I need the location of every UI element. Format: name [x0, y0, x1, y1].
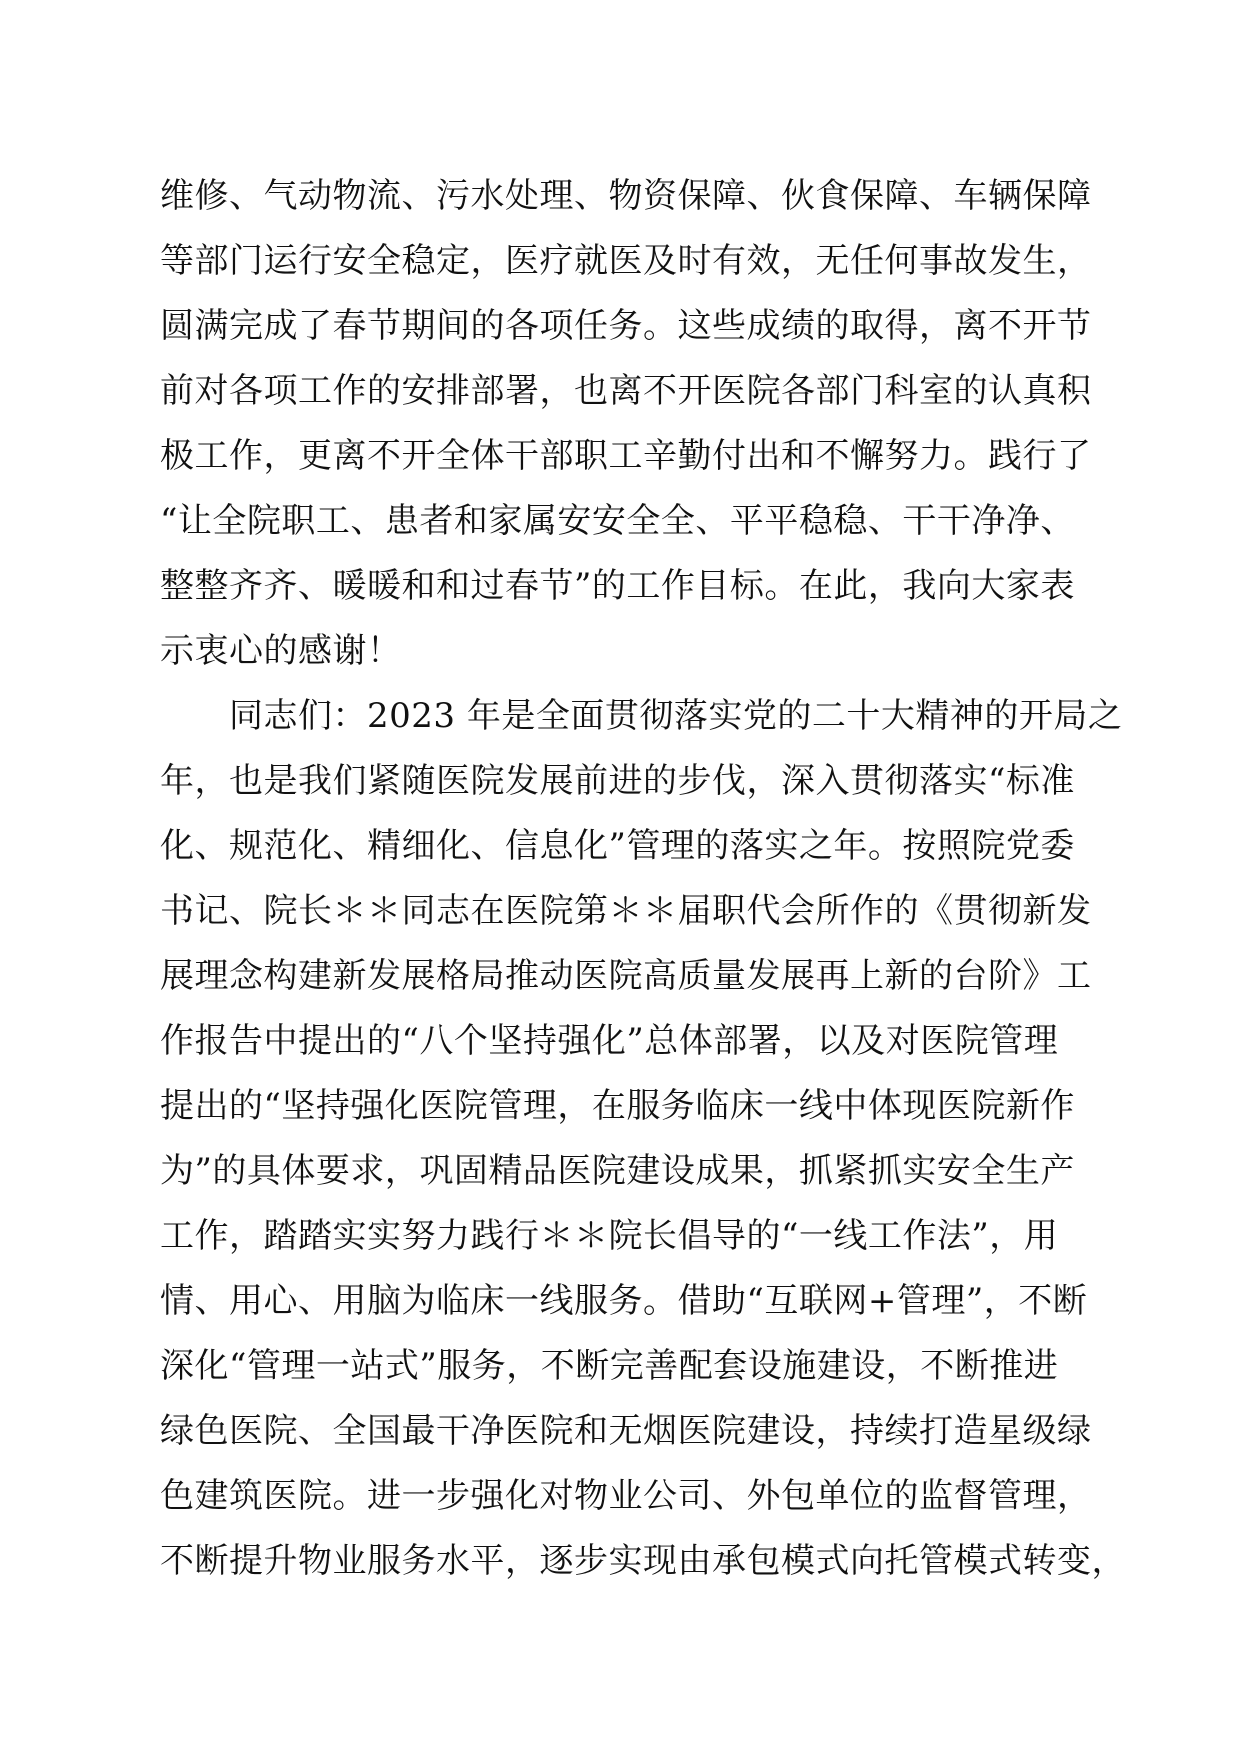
text-line: 前对各项工作的安排部署，也离不开医院各部门科室的认真积	[160, 371, 1092, 411]
text-line: 不断提升物业服务水平，逐步实现由承包模式向托管模式转变，	[160, 1541, 1126, 1581]
text-line: 书记、院长＊＊同志在医院第＊＊届职代会所作的《贯彻新发	[160, 891, 1092, 931]
text-line: 情、用心、用脑为临床一线服务。借助“互联网+管理”，不断	[160, 1281, 1088, 1321]
text-line: 为”的具体要求，巩固精品医院建设成果，抓紧抓实安全生产	[160, 1151, 1075, 1191]
text-line: 年，也是我们紧随医院发展前进的步伐，深入贯彻落实“标准	[160, 761, 1075, 801]
text-line: 等部门运行安全稳定，医疗就医及时有效，无任何事故发生，	[160, 241, 1092, 281]
text-line: 绿色医院、全国最干净医院和无烟医院建设，持续打造星级绿	[160, 1411, 1092, 1451]
text-line: 同志们：2023 年是全面贯彻落实党的二十大精神的开局之	[160, 696, 1123, 736]
text-line: 提出的“坚持强化医院管理，在服务临床一线中体现医院新作	[160, 1086, 1075, 1126]
text-line: 整整齐齐、暖暖和和过春节”的工作目标。在此，我向大家表	[160, 566, 1075, 606]
text-line: “让全院职工、患者和家属安安全全、平平稳稳、干干净净、	[160, 501, 1075, 541]
text-line: 展理念构建新发展格局推动医院高质量发展再上新的台阶》工	[160, 956, 1092, 996]
text-line: 圆满完成了春节期间的各项任务。这些成绩的取得，离不开节	[160, 306, 1092, 346]
text-line: 色建筑医院。进一步强化对物业公司、外包单位的监督管理，	[160, 1476, 1092, 1516]
text-line: 维修、气动物流、污水处理、物资保障、伙食保障、车辆保障	[160, 176, 1092, 216]
text-line: 示衷心的感谢！	[160, 631, 402, 671]
text-line: 工作，踏踏实实努力践行＊＊院长倡导的“一线工作法”，用	[160, 1216, 1059, 1256]
text-line: 化、规范化、精细化、信息化”管理的落实之年。按照院党委	[160, 826, 1075, 866]
text-line: 作报告中提出的“八个坚持强化”总体部署，以及对医院管理	[160, 1021, 1059, 1061]
document-body	[160, 164, 1126, 1594]
text-line: 极工作，更离不开全体干部职工辛勤付出和不懈努力。践行了	[160, 436, 1092, 476]
text-line: 深化“管理一站式”服务，不断完善配套设施建设，不断推进	[160, 1346, 1059, 1386]
